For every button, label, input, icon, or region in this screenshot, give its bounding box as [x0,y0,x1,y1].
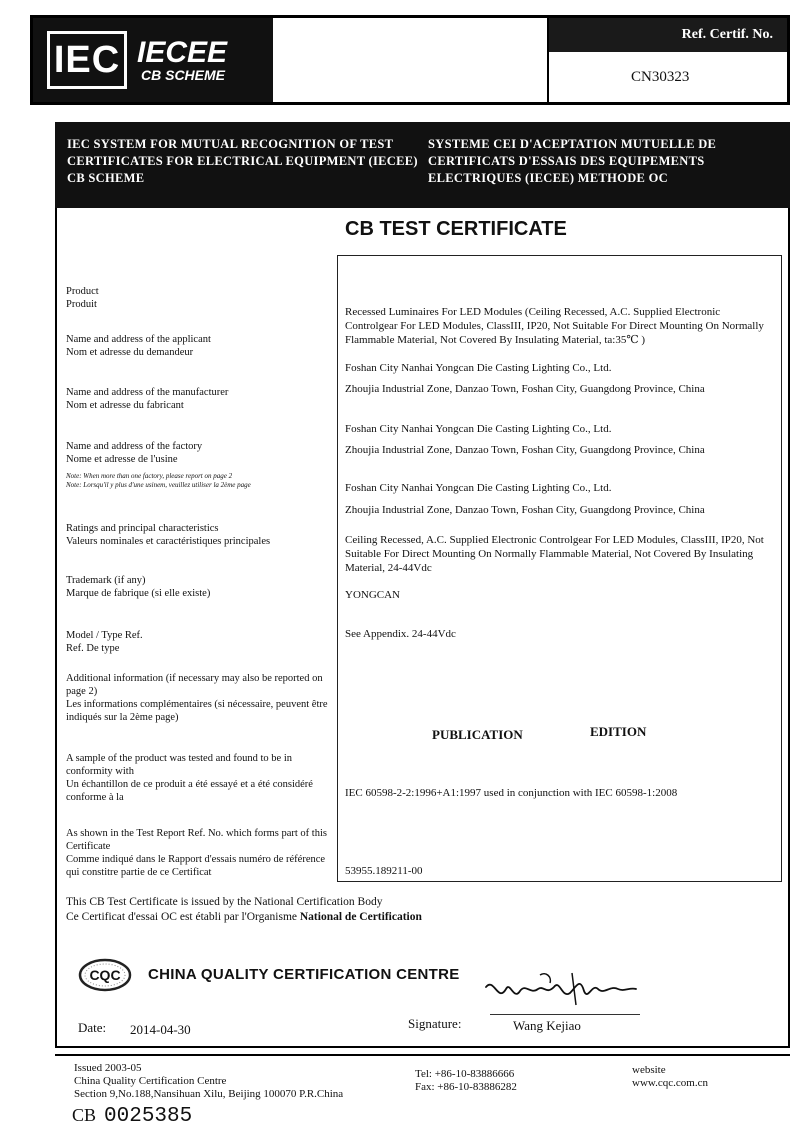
label-product-fr: Produit [66,299,97,310]
value-factory-address: Zhoujia Industrial Zone, Danzao Town, Foshan City, Guangdong Province, China [345,504,705,516]
cqc-logo-text: CQC [89,967,121,983]
issued-by-fr-text: Ce Certificat d'essai OC est établi par l'Organisme [66,911,300,923]
signatory-name: Wang Kejiao [513,1018,581,1033]
label-additional-en: Additional information (if necessary may also be reported on page 2) [66,673,323,697]
footer-organization: China Quality Certification Centre [74,1075,227,1087]
issued-by-statement [66,895,422,925]
date-value: 2014-04-30 [130,1022,191,1037]
label-model-fr: Ref. De type [66,643,120,654]
label-additional-fr: Les informations complémentaires (si nécessaire, peuvent être indiqués sur la 2ème page) [66,699,328,723]
label-applicant-en: Name and address of the applicant [66,334,211,345]
label-factory [66,440,338,490]
label-sample-en: A sample of the product was tested and found to be in conformity with [66,753,292,777]
label-ratings-en: Ratings and principal characteristics [66,523,219,534]
label-ratings-fr: Valeurs nominales et caractéristiques principales [66,536,271,547]
certificate-title: CB TEST CERTIFICATE [345,218,567,240]
label-factory-fr: Nome et adresse de l'usine [66,454,178,465]
banner-french: SYSTEME CEI D'ACEPTATION MUTUELLE DE CERTIFICATS D'ESSAIS DES EQUIPEMENTS ELECTRIQUES (IECEE) METHODE OC [428,137,717,185]
value-product: Recessed Luminaires For LED Modules (Ceiling Recessed, A.C. Supplied Electronic Controlgear For LED Modules, ClassIII, IP20, Not Suitable For Direct Mounting On Normally Flammable Material, Not Covered By Insulating Material, ta:35℃ ) [345,306,764,346]
footer-issued-date: Issued 2003-05 [74,1062,142,1074]
footer-website-block [632,1064,708,1090]
label-ratings [66,522,338,548]
iecee-logo-subtext: CB SCHEME [141,67,226,83]
issued-by-fr-bold: National de Certification [299,911,422,923]
value-applicant-name: Foshan City Nanhai Yongcan Die Casting Lighting Co., Ltd. [345,362,612,374]
label-factory-note-fr: Note: Lorsqu'il y plus d'une usinem, veuillez utiliser la 2ème page [66,481,251,489]
label-report-fr: Comme indiqué dans le Rapport d'essais numéro de référence qui constitre partie de ce Certificat [66,854,326,878]
value-standard: IEC 60598-2-2:1996+A1:1997 used in conjunction with IEC 60598-1:2008 [345,787,678,799]
label-applicant [66,333,338,359]
iec-logo: IEC [47,31,127,89]
footer-address: Section 9,No.188,Nansihuan Xilu, Beijing 100070 P.R.China [74,1088,344,1100]
footer-issuer-block [74,1062,343,1101]
label-product-en: Product [66,286,99,297]
publication-header: PUBLICATION [432,727,523,742]
serial-number [72,1105,192,1128]
label-model [66,629,338,655]
label-additional [66,672,338,724]
issued-by-fr [66,910,422,925]
footer-website-label: website [632,1064,666,1076]
reference-box [547,18,787,102]
value-manufacturer-name: Foshan City Nanhai Yongcan Die Casting Lighting Co., Ltd. [345,423,612,435]
reference-label: Ref. Certif. No. [549,18,787,52]
serial-prefix: CB [72,1105,97,1125]
cqc-organization-name: CHINA QUALITY CERTIFICATION CENTRE [148,966,460,983]
value-applicant-address: Zhoujia Industrial Zone, Danzao Town, Foshan City, Guangdong Province, China [345,383,705,395]
banner-english: IEC SYSTEM FOR MUTUAL RECOGNITION OF TEST CERTIFICATES FOR ELECTRICAL EQUIPMENT (IECEE) CB SCHEME [67,137,418,185]
signature-label: Signature: [408,1016,462,1031]
issued-by-en: This CB Test Certificate is issued by the National Certification Body [66,896,383,908]
label-factory-note-en: Note: When more than one factory, please report on page 2 [66,472,233,480]
label-sample-fr: Un échantillon de ce produit a été essayé et a été considéré conforme à la [66,779,313,803]
serial-digits: 0025385 [104,1105,193,1128]
label-factory-en: Name and address of the factory [66,441,203,452]
footer-tel: Tel: +86-10-83886666 [415,1068,515,1080]
value-model: See Appendix. 24-44Vdc [345,628,456,640]
footer-contact-block [415,1068,517,1094]
footer-divider [55,1054,790,1056]
cqc-logo [78,958,132,992]
value-report-number: 53955.189211-00 [345,865,423,877]
label-trademark-en: Trademark (if any) [66,575,146,586]
value-ratings: Ceiling Recessed, A.C. Supplied Electronic Controlgear For LED Modules, ClassIII, IP20, Not Suitable For Direct Mounting On Normally Flammable Material, Not Covered By Insulating Material, 24-44Vdc [345,534,764,574]
label-manufacturer [66,386,338,412]
handwritten-signature [480,965,640,1015]
footer-fax: Fax: +86-10-83886282 [415,1081,517,1093]
header-spacer [273,18,547,102]
signature-line [490,1014,640,1015]
footer-website-link[interactable]: www.cqc.com.cn [632,1077,708,1089]
date-label: Date: [78,1020,107,1035]
label-report [66,827,338,879]
label-trademark-fr: Marque de fabrique (si elle existe) [66,588,211,599]
logo-area [33,18,273,102]
iecee-logo-text: IECEE [137,36,228,69]
label-manufacturer-en: Name and address of the manufacturer [66,387,229,398]
value-manufacturer-address: Zhoujia Industrial Zone, Danzao Town, Foshan City, Guangdong Province, China [345,444,705,456]
value-trademark: YONGCAN [345,589,400,601]
scheme-banner [55,122,790,208]
label-product [66,285,338,311]
iecee-logo [137,38,227,82]
label-model-en: Model / Type Ref. [66,630,143,641]
label-trademark [66,574,338,600]
label-applicant-fr: Nom et adresse du demandeur [66,347,194,358]
reference-number: CN30323 [631,68,690,85]
label-report-en: As shown in the Test Report Ref. No. which forms part of this Certificate [66,828,327,852]
certificate-header [30,15,790,105]
edition-header: EDITION [590,724,647,739]
label-sample [66,752,338,804]
value-factory-name: Foshan City Nanhai Yongcan Die Casting Lighting Co., Ltd. [345,482,612,494]
label-manufacturer-fr: Nom et adresse du fabricant [66,400,184,411]
